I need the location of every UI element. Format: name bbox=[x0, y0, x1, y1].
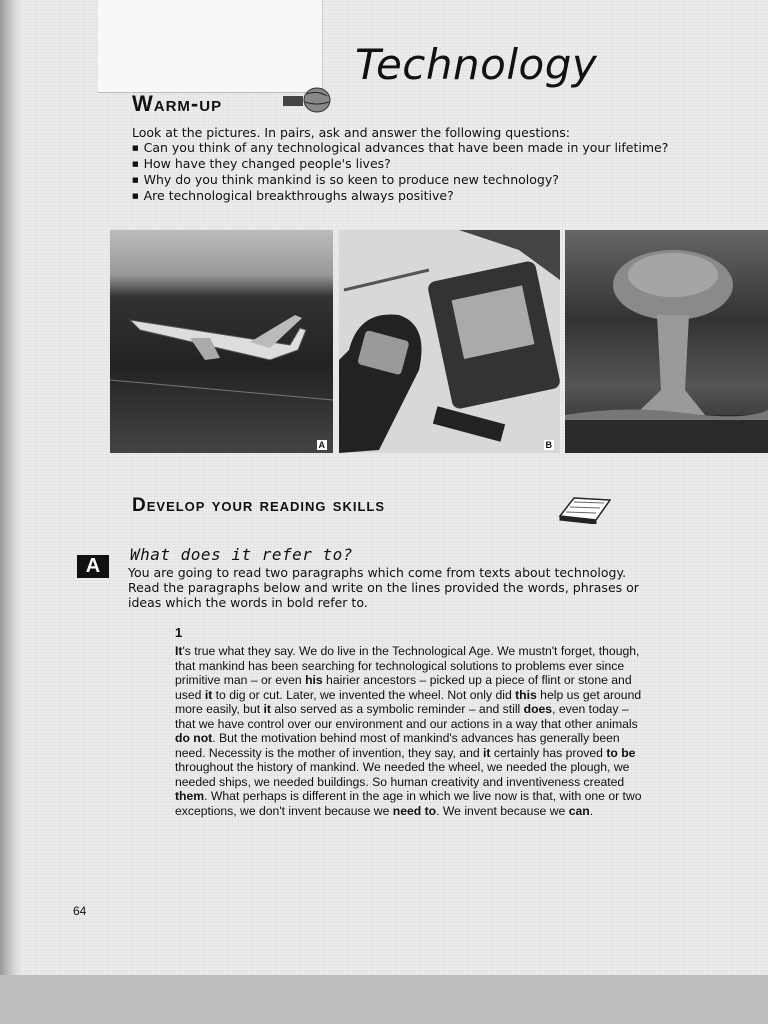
warmup-question: ■ Are technological breakthroughs always positive? bbox=[132, 188, 732, 204]
bold-reference-word: need to bbox=[392, 803, 437, 818]
section-title: What does it refer to? bbox=[130, 545, 353, 564]
paragraph-text: , even today – that we have control over our environment and our actions in a way that other animals bbox=[175, 702, 638, 731]
paragraph-text: to dig or cut. Later, we invented the wheel. Not only did bbox=[212, 687, 516, 702]
paragraph-text: throughout the history of mankind. We needed the wheel, we needed the plough, we needed ships, we needed buildings. So human creativity and inventiveness created bbox=[175, 760, 630, 789]
paper-sticker bbox=[98, 0, 323, 93]
bold-reference-word: his bbox=[305, 673, 323, 687]
bold-reference-word: it bbox=[204, 687, 213, 702]
photo-gadgets bbox=[339, 230, 560, 453]
book-icon bbox=[556, 494, 612, 524]
paragraph-text: 's true what they say. We do live in the Technological Age. We mustn't forget, though, that mankind has been searching for technological solutions to problems ever since primitive man – or even bbox=[175, 644, 640, 687]
paragraph-number: 1 bbox=[175, 625, 183, 640]
bold-reference-word: to be bbox=[606, 745, 636, 760]
bold-reference-word: do not bbox=[175, 731, 213, 745]
warmup-instructions bbox=[132, 125, 732, 204]
bold-reference-word: does bbox=[523, 702, 553, 716]
bold-reference-word: it bbox=[263, 702, 271, 716]
photo-b-label: B bbox=[545, 440, 552, 450]
section-heading: Develop your reading skills bbox=[132, 495, 386, 516]
paragraph-text: hairier ancestors – picked up a piece of flint or stone and used bbox=[175, 673, 632, 702]
photo-mushroom-cloud bbox=[565, 230, 768, 453]
warmup-question-list bbox=[132, 140, 732, 204]
section-badge: A bbox=[77, 555, 109, 578]
page-number: 64 bbox=[73, 904, 87, 918]
warmup-heading: Warm-up bbox=[132, 91, 223, 116]
paragraph-text: . We invent because we bbox=[436, 803, 569, 818]
warmup-question: ■ How have they changed people's lives? bbox=[132, 156, 732, 172]
bold-reference-word: them bbox=[175, 789, 205, 803]
bold-reference-word: can bbox=[568, 803, 590, 818]
photo-a-label: A bbox=[318, 440, 325, 450]
paragraph-text: certainly has proved bbox=[490, 745, 607, 760]
section-instruction: You are going to read two paragraphs which come from texts about technology. Read the paragraphs below and write on the lines provided the words, phrases or ideas which the words in bold refer to. bbox=[128, 565, 639, 610]
paragraph-text: also served as a symbolic reminder – and still bbox=[270, 702, 524, 716]
paragraph-text: . What perhaps is different in the age in which we live now is that, with one or two exceptions, we don't invent because we bbox=[175, 789, 642, 818]
page-title: Technology bbox=[355, 40, 598, 89]
bold-reference-word: this bbox=[515, 687, 537, 702]
paragraph-text: help us get around more easily, but bbox=[175, 687, 642, 716]
book-spine bbox=[0, 0, 24, 975]
paragraph-text: . But the motivation behind most of mankind's advances has generally been need. Necessity is the mother of invention, they say, and bbox=[175, 731, 620, 760]
globe-icon bbox=[283, 86, 331, 116]
warmup-question: ■ Why do you think mankind is so keen to produce new technology? bbox=[132, 172, 732, 188]
paragraph-text: . bbox=[589, 803, 594, 818]
warmup-question: ■ Can you think of any technological advances that have been made in your lifetime? bbox=[132, 140, 732, 156]
bold-reference-word: it bbox=[483, 745, 491, 760]
bold-reference-word: It bbox=[175, 644, 183, 658]
scan-background bbox=[0, 975, 768, 1024]
reading-paragraph bbox=[175, 644, 650, 818]
photo-airplane bbox=[110, 230, 333, 453]
warmup-instruction: Look at the pictures. In pairs, ask and answer the following questions: bbox=[132, 125, 571, 140]
